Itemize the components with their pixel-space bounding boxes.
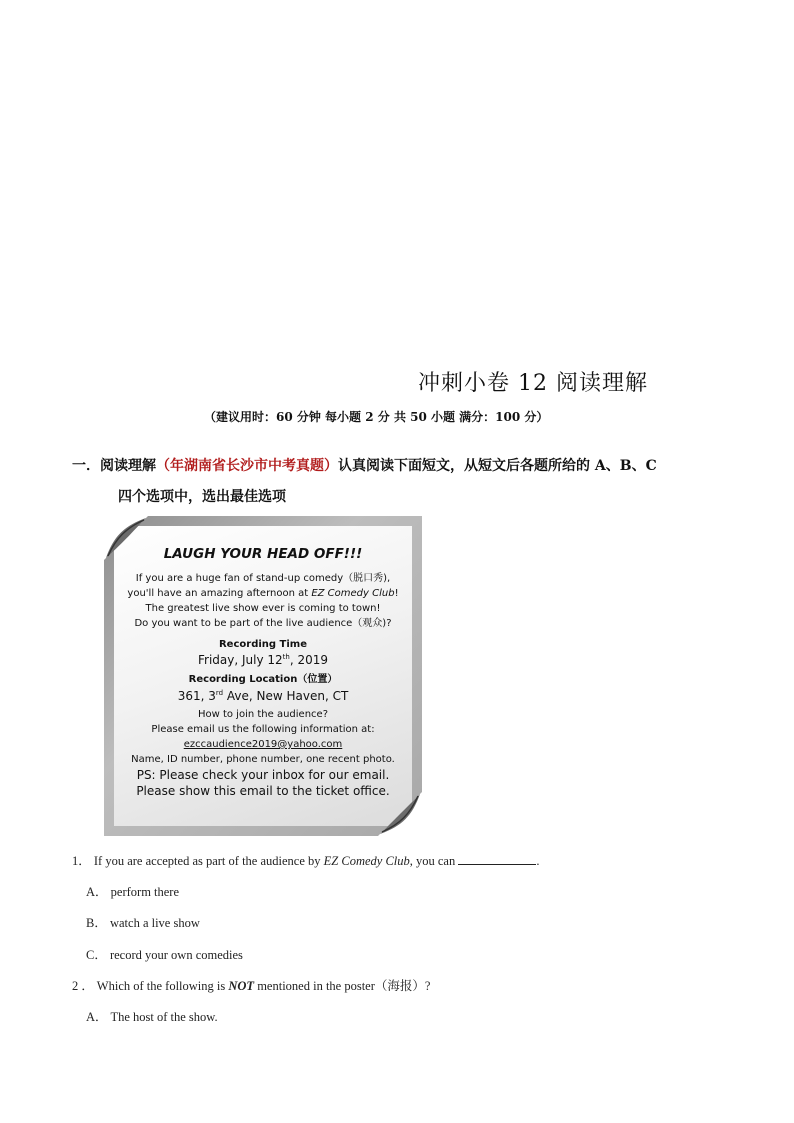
section-instruction-b: 四个选项中，选出最佳选项 bbox=[118, 489, 286, 505]
option-text: The host of the show. bbox=[110, 1010, 218, 1024]
option-letter: A． bbox=[86, 885, 108, 899]
question-2 bbox=[72, 976, 430, 994]
ps-line: Please show this email to the ticket office. bbox=[136, 784, 390, 798]
option-letter: C． bbox=[86, 948, 107, 962]
question-number: 1． bbox=[72, 854, 91, 868]
address-number: 361, 3 bbox=[177, 689, 216, 703]
section-instruction-a: 认真阅读下面短文，从短文后各题所给的 A、B、C bbox=[338, 458, 657, 474]
recording-location-value bbox=[114, 686, 412, 704]
poster-intro-text: ! bbox=[394, 588, 399, 599]
club-name: EZ Comedy Club bbox=[311, 588, 395, 599]
poster-intro-line: Do you want to be part of the live audience（观众)? bbox=[134, 618, 392, 629]
option-a[interactable] bbox=[86, 1007, 218, 1025]
question-emphasis: EZ Comedy Club bbox=[323, 854, 410, 868]
question-number: 2 ． bbox=[72, 979, 94, 993]
page-curl-icon bbox=[104, 516, 148, 560]
ps-line: PS: Please check your inbox for our email. bbox=[136, 768, 390, 782]
page-curl-icon bbox=[378, 792, 422, 836]
option-letter: B． bbox=[86, 916, 107, 930]
recording-time-label: Recording Time bbox=[218, 639, 307, 650]
option-a[interactable] bbox=[86, 882, 179, 900]
recording-year: , 2019 bbox=[289, 653, 329, 667]
poster-intro-text: you'll have an amazing afternoon at bbox=[127, 588, 312, 599]
ordinal-suffix: rd bbox=[215, 689, 224, 697]
join-line: How to join the audience? bbox=[197, 709, 329, 720]
section-heading bbox=[72, 455, 657, 475]
question-text: , you can bbox=[409, 854, 459, 868]
question-emphasis: NOT bbox=[228, 979, 255, 993]
option-text: record your own comedies bbox=[109, 948, 243, 962]
section-source: （年湖南省长沙市中考真题） bbox=[156, 458, 338, 474]
recording-location-label: Recording Location（位置） bbox=[188, 674, 338, 685]
option-text: perform there bbox=[110, 885, 180, 899]
poster-intro bbox=[114, 571, 412, 631]
email-link[interactable]: ezccaudience2019@yahoo.com bbox=[183, 739, 343, 750]
poster-intro-line: If you are a huge fan of stand-up comedy（脱口秀), bbox=[135, 573, 391, 584]
address-rest: Ave, New Haven, CT bbox=[223, 689, 349, 703]
date-suffix: th bbox=[282, 653, 290, 661]
recording-date: Friday, July 12 bbox=[197, 653, 283, 667]
section-prefix: 一．阅读理解 bbox=[72, 458, 156, 474]
question-text: mentioned in the poster（海报）? bbox=[254, 979, 431, 993]
poster-heading: LAUGH YOUR HEAD OFF!!! bbox=[163, 546, 363, 562]
option-text: watch a live show bbox=[109, 916, 200, 930]
page-title: 冲刺小卷 12 阅读理解 bbox=[418, 371, 648, 396]
question-text: If you are accepted as part of the audience by bbox=[93, 854, 324, 868]
join-line: Name, ID number, phone number, one recent photo. bbox=[131, 754, 395, 765]
question-text: Which of the following is bbox=[96, 979, 229, 993]
recording-time-value bbox=[114, 650, 412, 668]
answer-blank[interactable] bbox=[458, 853, 536, 865]
comedy-poster bbox=[104, 516, 422, 836]
poster-ps bbox=[114, 767, 412, 799]
option-letter: A． bbox=[86, 1010, 108, 1024]
poster-intro-line: The greatest live show ever is coming to town! bbox=[145, 603, 381, 614]
question-1 bbox=[72, 851, 539, 869]
join-line: Please email us the following information at: bbox=[151, 724, 375, 735]
poster-intro-line bbox=[114, 586, 412, 601]
join-instructions bbox=[114, 707, 412, 767]
question-text: . bbox=[536, 854, 540, 868]
option-c[interactable] bbox=[86, 945, 243, 963]
option-b[interactable] bbox=[86, 913, 200, 931]
poster-paper bbox=[114, 526, 412, 826]
page-subtitle: （建议用时：60 分钟 每小题 2 分 共 50 小题 满分：100 分） bbox=[204, 410, 549, 424]
